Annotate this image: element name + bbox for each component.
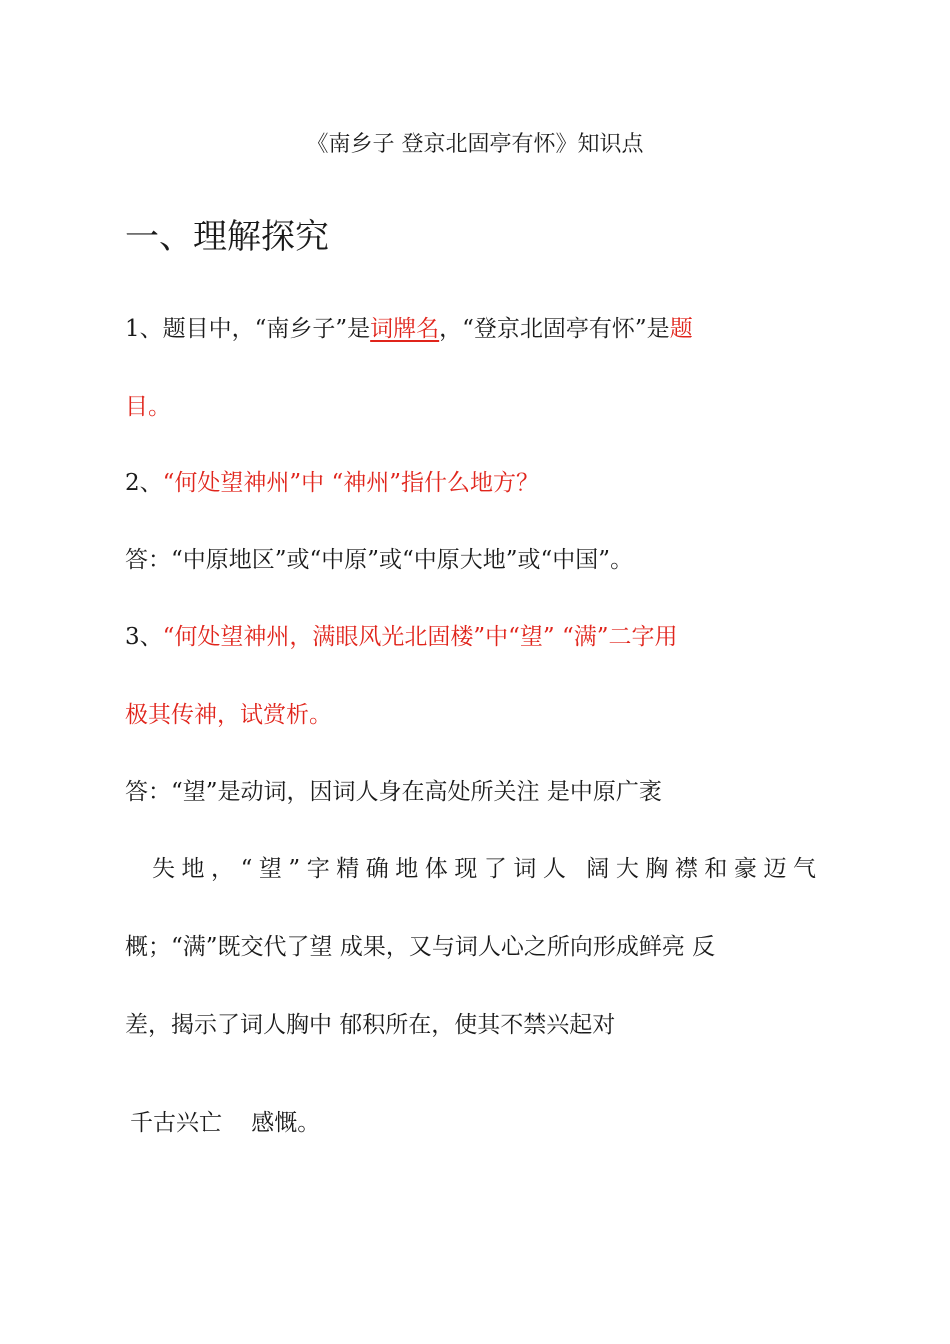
q3-answer-line5: 千古兴亡 感慨。 [130, 1110, 321, 1136]
q1-line1 [125, 314, 693, 344]
q3-question-line2: 极其传神，试赏析。 [125, 702, 332, 728]
q1-middle: ，“登京北固亭有怀”是 [439, 316, 670, 342]
q1-term-timu-part1: 题 [669, 316, 693, 342]
q3-answer-line2: 失地，“望”字精确地体现了词人 阔大胸襟和豪迈气 [152, 856, 816, 882]
section-heading: 一、理解探究 [125, 217, 329, 257]
q1-prefix: 1、题目中，“南乡子”是 [125, 316, 371, 342]
q3-question-text: “何处望神州，满眼风光北固楼”中“望” “满”二字用 [162, 624, 678, 650]
q3-answer-line3: 概；“满”既交代了望 成果，又与词人心之所向形成鲜亮 反 [125, 934, 716, 960]
q1-term-cipaiming: 词牌名 [370, 316, 440, 342]
q1-line2: 目。 [125, 394, 171, 420]
document-title: 《南乡子 登京北固亭有怀》知识点 [306, 132, 644, 157]
q2-prefix: 2、 [125, 470, 163, 496]
q2-question [125, 468, 539, 498]
q2-answer: 答：“中原地区”或“中原”或“中原大地”或“中国”。 [125, 547, 634, 573]
q2-question-text: “何处望神州”中 “神州”指什么地方？ [162, 470, 539, 496]
q3-answer-line1: 答：“望”是动词，因词人身在高处所关注 是中原广袤 [125, 779, 662, 805]
q3-prefix: 3、 [125, 624, 163, 650]
q3-question-line1 [125, 622, 678, 652]
q3-answer-line4: 差，揭示了词人胸中 郁积所在，使其不禁兴起对 [125, 1012, 616, 1038]
